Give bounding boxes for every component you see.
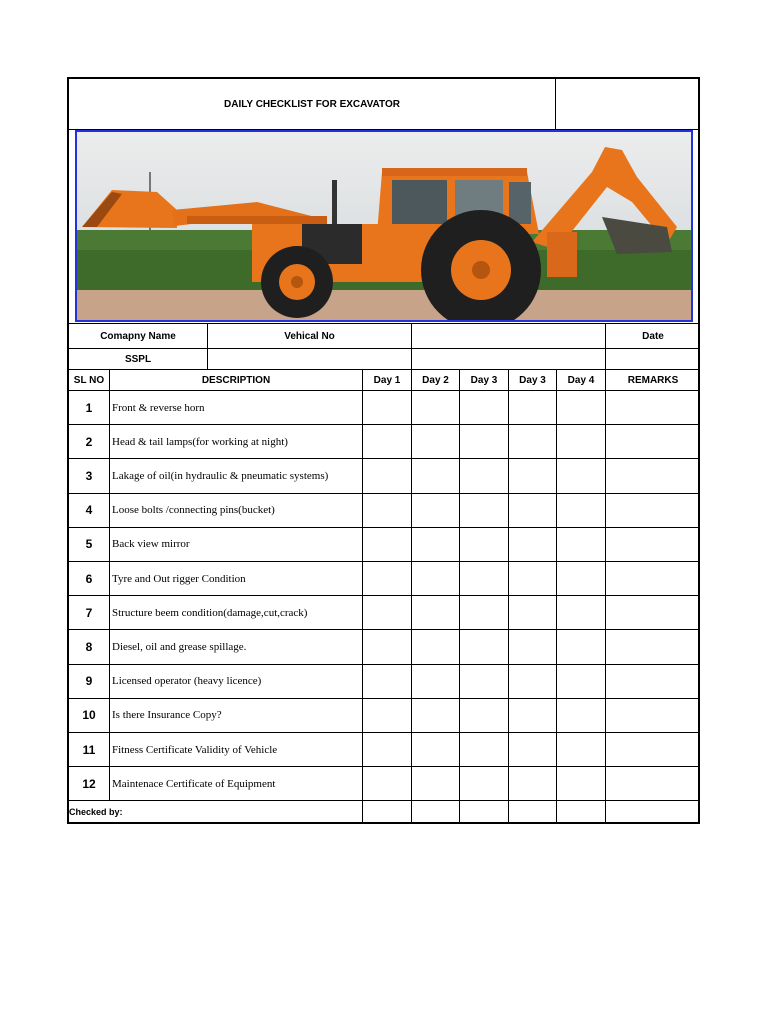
blank-cell (412, 349, 606, 370)
item-description: Loose bolts /connecting pins(bucket) (110, 494, 363, 528)
day-check-cell (363, 733, 412, 767)
item-description: Maintenace Certificate of Equipment (110, 767, 363, 801)
blank-cell (509, 801, 557, 824)
remarks-cell (606, 665, 700, 699)
checked-by-label: Checked by: (69, 801, 363, 824)
remarks-cell (606, 699, 700, 733)
col-day-2: Day 2 (412, 370, 460, 391)
day-check-cell (412, 425, 460, 459)
day-check-cell (363, 665, 412, 699)
remarks-cell (606, 528, 700, 562)
photo-row (69, 130, 700, 324)
col-day-1: Day 1 (363, 370, 412, 391)
day-check-cell (557, 630, 606, 664)
checklist-sheet (67, 77, 700, 824)
day-check-cell (460, 699, 509, 733)
day-check-cell (412, 459, 460, 493)
blank-cell (208, 349, 412, 370)
day-check-cell (557, 733, 606, 767)
item-description: Licensed operator (heavy licence) (110, 665, 363, 699)
day-check-cell (412, 699, 460, 733)
company-name-label: Comapny Name (69, 324, 208, 349)
vehicle-no-label: Vehical No (208, 324, 412, 349)
item-number: 1 (69, 391, 110, 425)
date-value (606, 349, 700, 370)
day-check-cell (412, 767, 460, 801)
day-check-cell (557, 699, 606, 733)
day-check-cell (557, 425, 606, 459)
item-description: Head & tail lamps(for working at night) (110, 425, 363, 459)
vehicle-no-value (412, 324, 606, 349)
day-check-cell (363, 596, 412, 630)
day-check-cell (460, 391, 509, 425)
day-check-cell (509, 630, 557, 664)
day-check-cell (460, 494, 509, 528)
day-check-cell (460, 425, 509, 459)
day-check-cell (412, 733, 460, 767)
day-check-cell (509, 596, 557, 630)
item-description: Fitness Certificate Validity of Vehicle (110, 733, 363, 767)
day-check-cell (460, 733, 509, 767)
day-check-cell (557, 494, 606, 528)
date-label: Date (606, 324, 700, 349)
item-number: 10 (69, 699, 110, 733)
day-check-cell (363, 391, 412, 425)
day-check-cell (412, 528, 460, 562)
day-check-cell (509, 665, 557, 699)
col-day-3b: Day 3 (509, 370, 557, 391)
item-description: Diesel, oil and grease spillage. (110, 630, 363, 664)
blank-cell (363, 801, 412, 824)
remarks-cell (606, 767, 700, 801)
day-check-cell (412, 562, 460, 596)
day-check-cell (412, 596, 460, 630)
day-check-cell (460, 767, 509, 801)
day-check-cell (509, 459, 557, 493)
item-number: 6 (69, 562, 110, 596)
item-description: Tyre and Out rigger Condition (110, 562, 363, 596)
day-check-cell (557, 459, 606, 493)
company-name-value: SSPL (69, 349, 208, 370)
item-number: 11 (69, 733, 110, 767)
day-check-cell (460, 596, 509, 630)
day-check-cell (363, 425, 412, 459)
day-check-cell (509, 733, 557, 767)
blank-cell (557, 801, 606, 824)
item-number: 8 (69, 630, 110, 664)
title-side-cell (556, 79, 700, 130)
item-description: Back view mirror (110, 528, 363, 562)
remarks-cell (606, 494, 700, 528)
day-check-cell (412, 391, 460, 425)
item-description: Lakage of oil(in hydraulic & pneumatic systems) (110, 459, 363, 493)
day-check-cell (509, 425, 557, 459)
day-check-cell (363, 528, 412, 562)
blank-cell (460, 801, 509, 824)
blank-cell (412, 801, 460, 824)
day-check-cell (363, 630, 412, 664)
blank-cell (606, 801, 700, 824)
item-number: 5 (69, 528, 110, 562)
day-check-cell (509, 391, 557, 425)
day-check-cell (412, 630, 460, 664)
col-remarks: REMARKS (606, 370, 700, 391)
day-check-cell (363, 767, 412, 801)
col-sl-no: SL NO (69, 370, 110, 391)
day-check-cell (557, 767, 606, 801)
day-check-cell (557, 528, 606, 562)
day-check-cell (412, 494, 460, 528)
item-number: 2 (69, 425, 110, 459)
col-day-4: Day 4 (557, 370, 606, 391)
day-check-cell (363, 459, 412, 493)
col-description: DESCRIPTION (110, 370, 363, 391)
day-check-cell (363, 562, 412, 596)
day-check-cell (557, 596, 606, 630)
item-description: Is there Insurance Copy? (110, 699, 363, 733)
page-title: DAILY CHECKLIST FOR EXCAVATOR (69, 79, 556, 130)
day-check-cell (509, 528, 557, 562)
day-check-cell (557, 562, 606, 596)
day-check-cell (460, 630, 509, 664)
day-check-cell (460, 459, 509, 493)
day-check-cell (363, 699, 412, 733)
remarks-cell (606, 459, 700, 493)
day-check-cell (557, 391, 606, 425)
remarks-cell (606, 391, 700, 425)
item-number: 12 (69, 767, 110, 801)
remarks-cell (606, 596, 700, 630)
remarks-cell (606, 562, 700, 596)
day-check-cell (509, 562, 557, 596)
day-check-cell (509, 699, 557, 733)
day-check-cell (363, 494, 412, 528)
remarks-cell (606, 425, 700, 459)
col-day-3: Day 3 (460, 370, 509, 391)
remarks-cell (606, 630, 700, 664)
day-check-cell (509, 494, 557, 528)
day-check-cell (509, 767, 557, 801)
item-description: Structure beem condition(damage,cut,crack) (110, 596, 363, 630)
remarks-cell (606, 733, 700, 767)
item-number: 7 (69, 596, 110, 630)
item-number: 4 (69, 494, 110, 528)
item-description: Front & reverse horn (110, 391, 363, 425)
day-check-cell (412, 665, 460, 699)
item-number: 9 (69, 665, 110, 699)
item-number: 3 (69, 459, 110, 493)
day-check-cell (557, 665, 606, 699)
day-check-cell (460, 562, 509, 596)
day-check-cell (460, 665, 509, 699)
day-check-cell (460, 528, 509, 562)
